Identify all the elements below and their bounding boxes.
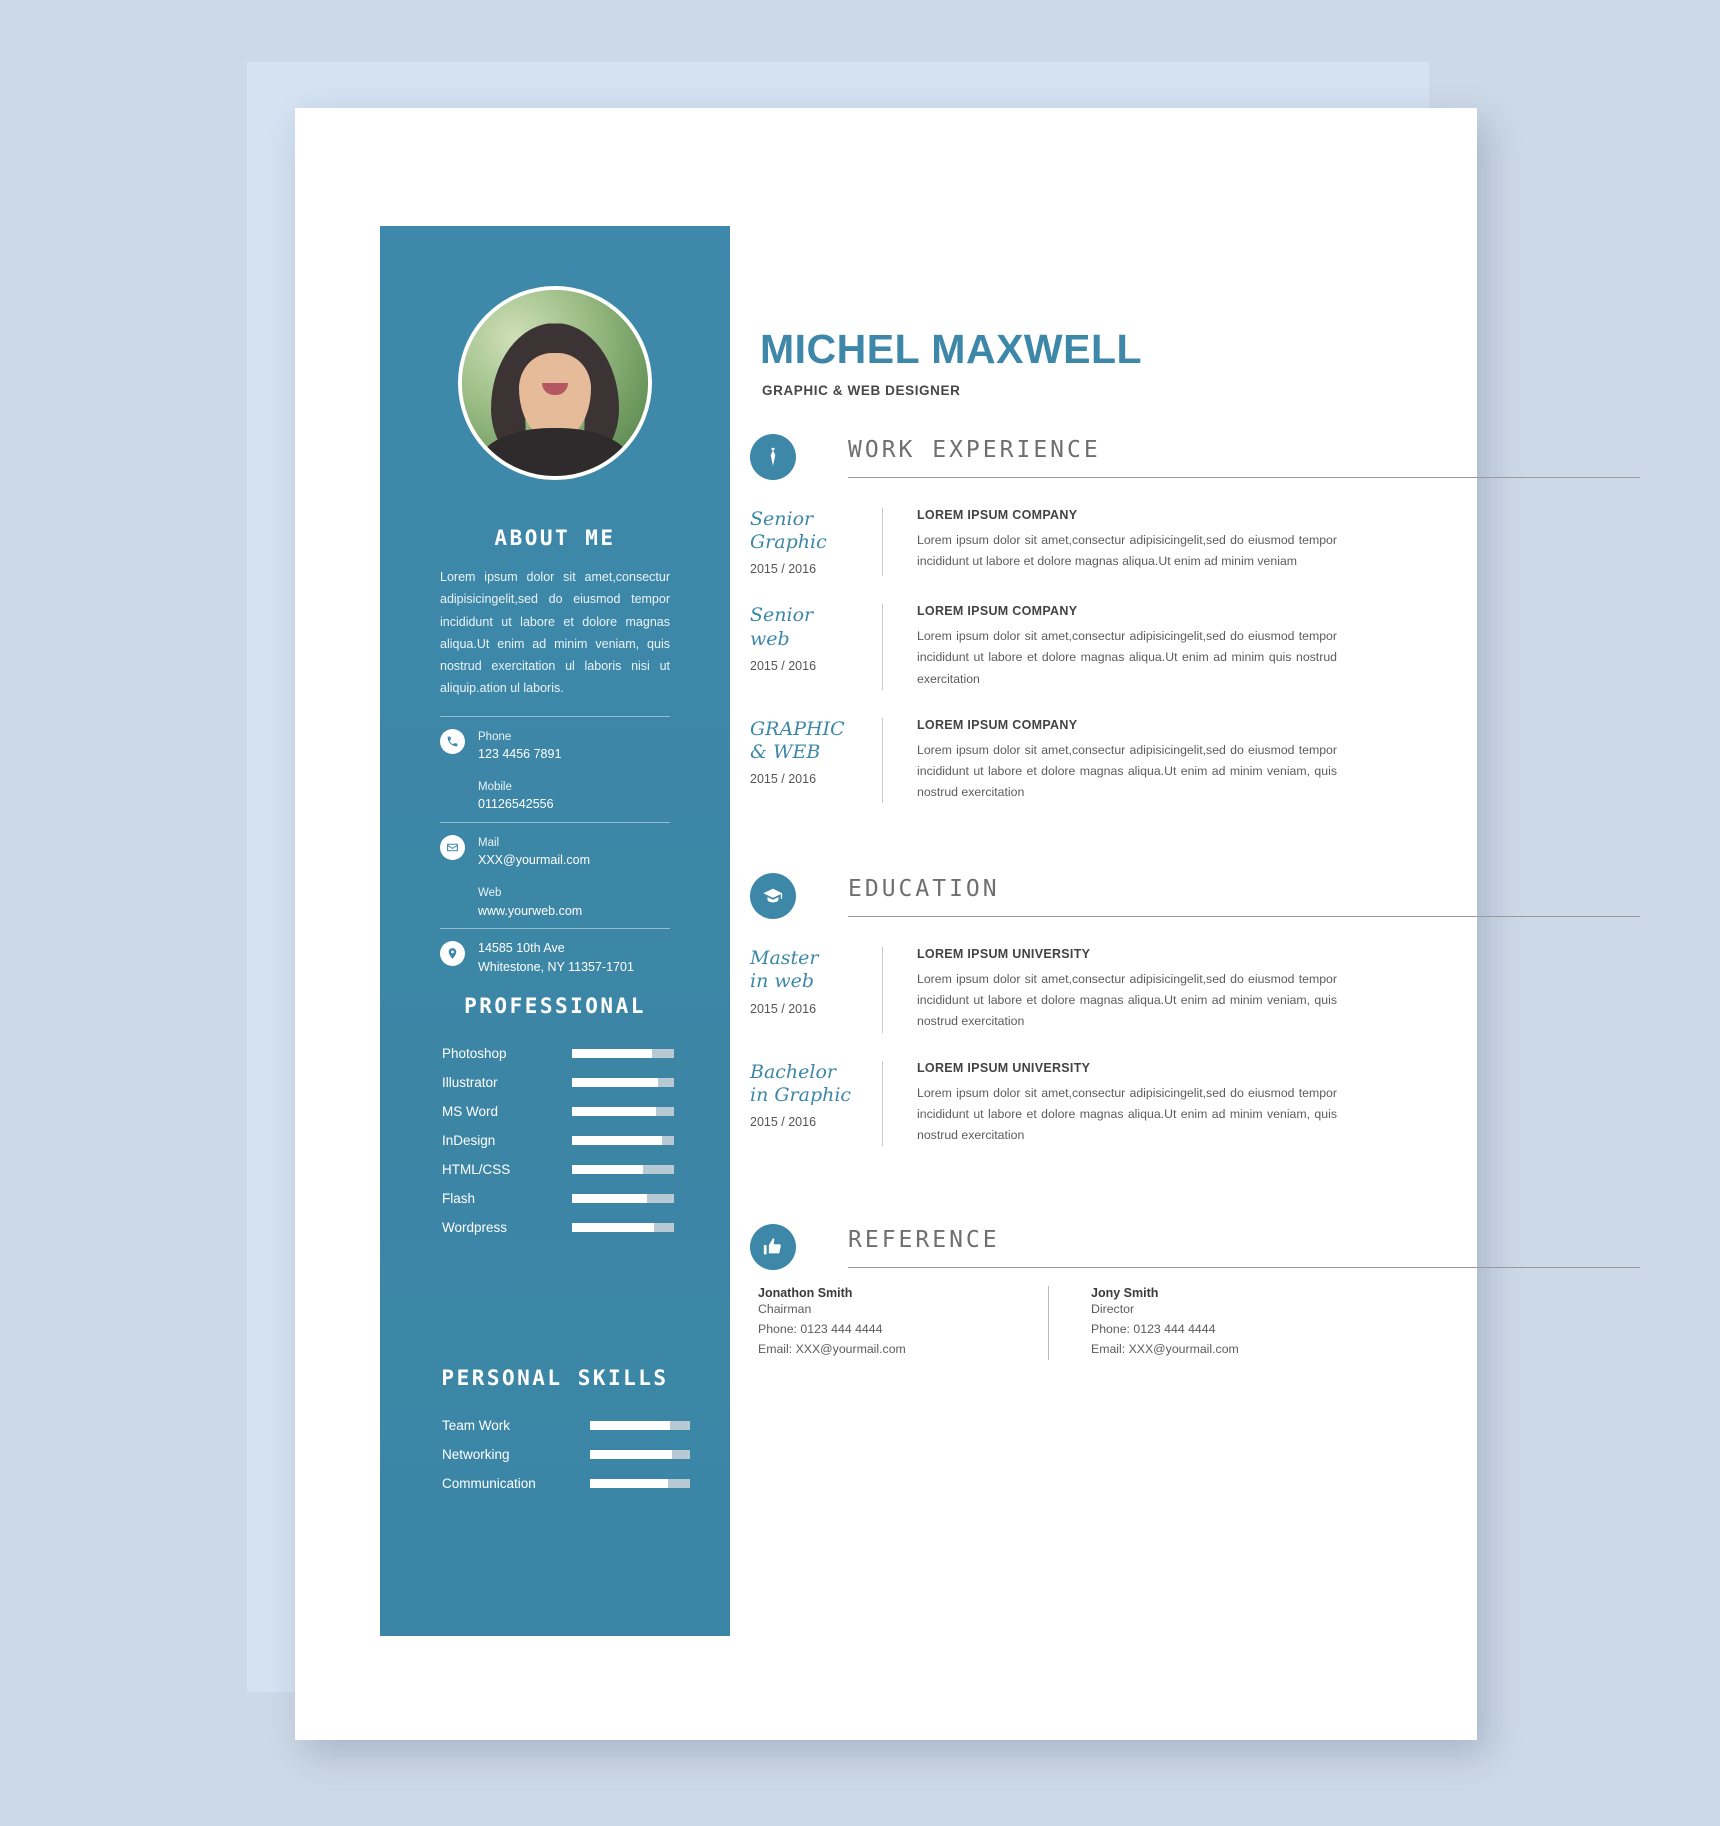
skill-bar-track — [572, 1078, 674, 1087]
location-icon — [440, 941, 465, 966]
timeline-entry — [750, 1061, 1640, 1146]
reference-phone: Phone: 0123 444 4444 — [1091, 1321, 1216, 1336]
contact-value-phone: 123 4456 7891 — [478, 747, 562, 762]
about-me-heading: ABOUT ME — [494, 526, 616, 550]
entry-left — [750, 604, 882, 689]
skill-name: Wordpress — [442, 1220, 508, 1235]
skill-name: Illustrator — [442, 1075, 498, 1090]
entry-date: 2015 / 2016 — [750, 658, 817, 673]
entry-description: Lorem ipsum dolor sit amet,consectur adipisicingelit,sed do eiusmod tempor incididunt ut labore et dolore magnas aliqua.Ut enim ad minim veniam, quis nostrud exercitation — [917, 972, 1337, 1029]
skill-row — [442, 1075, 674, 1090]
skill-row — [442, 1104, 674, 1119]
skill-bar-track — [572, 1107, 674, 1116]
section-title-wrap-reference — [848, 1227, 1640, 1268]
skill-row — [442, 1447, 690, 1462]
section-title-work: WORK EXPERIENCE — [848, 436, 1101, 463]
skill-bar-track — [572, 1223, 674, 1232]
personal-skills-heading: PERSONAL SKILLS — [441, 1366, 669, 1390]
timeline-entry — [750, 604, 1640, 689]
skill-name: HTML/CSS — [442, 1162, 511, 1177]
contact-label-web: Web — [478, 887, 502, 900]
skill-bar-track — [572, 1136, 674, 1145]
skill-bar-fill — [590, 1450, 672, 1459]
contact-value-mail: XXX@yourmail.com — [478, 853, 591, 868]
reference-grid — [750, 1286, 1640, 1360]
professional-skill-list — [442, 1046, 674, 1249]
entry-role: Bachelor in Graphic — [750, 1060, 852, 1106]
entry-separator — [882, 604, 883, 689]
skill-row — [442, 1133, 674, 1148]
contact-sub-web[interactable] — [440, 879, 670, 928]
skill-bar-fill — [572, 1107, 656, 1116]
contact-label-mobile: Mobile — [478, 781, 512, 794]
contact-sub-mobile[interactable] — [440, 773, 670, 822]
entry-role: Senior Graphic — [750, 508, 827, 554]
skill-row — [442, 1476, 690, 1491]
entry-right — [917, 604, 1640, 689]
skill-name: Communication — [442, 1476, 536, 1491]
entry-right — [917, 718, 1640, 803]
timeline-entry — [750, 947, 1640, 1032]
entry-separator — [882, 508, 883, 576]
entry-organization: LOREM IPSUM UNIVERSITY — [917, 947, 1091, 962]
about-me-text: Lorem ipsum dolor sit amet,consectur adipisicingelit,sed do eiusmod tempor incididunt ut labore et dolore magnas aliqua.Ut enim ad minim veniam, quis nostrud exercitation ul laboris nisi ut aliquip.ation ul laboris. — [440, 570, 670, 696]
section-header-work — [750, 434, 1640, 480]
resume-page — [295, 108, 1477, 1740]
entry-role: Master in web — [750, 947, 819, 993]
section-title-education: EDUCATION — [848, 875, 1000, 902]
skill-bar-fill — [572, 1223, 654, 1232]
contact-row-mail[interactable] — [440, 823, 670, 879]
thumbs-up-icon — [750, 1224, 796, 1270]
education-entry-list — [750, 947, 1640, 1146]
reference-person — [758, 1286, 1048, 1360]
entry-left — [750, 947, 882, 1032]
entry-date: 2015 / 2016 — [750, 1114, 817, 1129]
reference-phone: Phone: 0123 444 4444 — [758, 1321, 883, 1336]
entry-description: Lorem ipsum dolor sit amet,consectur adipisicingelit,sed do eiusmod tempor incididunt ut labore et dolore magnas aliqua.Ut enim ad minim quis nostrud exercitation — [917, 629, 1337, 686]
skill-bar-fill — [572, 1049, 652, 1058]
reference-divider — [1048, 1286, 1049, 1360]
skill-row — [442, 1220, 674, 1235]
contact-block — [440, 716, 670, 986]
skill-row — [442, 1162, 674, 1177]
skill-bar-track — [572, 1165, 674, 1174]
reference-person — [1091, 1286, 1381, 1360]
skill-bar-fill — [572, 1078, 658, 1087]
skill-name: MS Word — [442, 1104, 499, 1119]
skill-bar-fill — [572, 1194, 647, 1203]
entry-description: Lorem ipsum dolor sit amet,consectur adipisicingelit,sed do eiusmod tempor incididunt ut labore et dolore magnas aliqua.Ut enim ad minim veniam — [917, 533, 1337, 569]
contact-row-phone[interactable] — [440, 717, 670, 773]
skill-row — [442, 1418, 690, 1433]
skill-bar-fill — [590, 1479, 668, 1488]
entry-organization: LOREM IPSUM COMPANY — [917, 508, 1078, 522]
professional-heading: PROFESSIONAL — [464, 994, 646, 1018]
entry-right — [917, 508, 1640, 576]
timeline-entry — [750, 718, 1640, 803]
main-column — [750, 226, 1640, 1360]
timeline-entry — [750, 508, 1640, 576]
entry-separator — [882, 718, 883, 803]
entry-separator — [882, 947, 883, 1032]
phone-icon — [440, 729, 465, 754]
work-entry-list — [750, 508, 1640, 803]
entry-date: 2015 / 2016 — [750, 562, 817, 577]
personal-skill-list — [442, 1418, 690, 1505]
section-title-wrap-work — [848, 437, 1640, 478]
section-header-education — [750, 873, 1640, 919]
contact-row-address[interactable] — [440, 929, 670, 986]
entry-organization: LOREM IPSUM COMPANY — [917, 717, 1078, 732]
skill-bar-track — [572, 1049, 674, 1058]
entry-organization: LOREM IPSUM COMPANY — [917, 604, 1078, 619]
skill-bar-track — [590, 1450, 690, 1459]
contact-value-web: www.yourweb.com — [478, 903, 583, 918]
mail-icon — [440, 835, 465, 860]
entry-separator — [882, 1061, 883, 1146]
skill-bar-fill — [572, 1136, 662, 1145]
entry-description: Lorem ipsum dolor sit amet,consectur adipisicingelit,sed do eiusmod tempor incididunt ut labore et dolore magnas aliqua.Ut enim ad minim veniam, quis nostrud exercitation — [917, 742, 1337, 800]
section-header-reference — [750, 1224, 1640, 1270]
entry-role: GRAPHIC & WEB — [750, 717, 845, 763]
graduation-cap-icon — [750, 873, 796, 919]
entry-date: 2015 / 2016 — [750, 1001, 817, 1016]
skill-name: InDesign — [442, 1133, 496, 1148]
reference-email: Email: XXX@yourmail.com — [758, 1341, 906, 1356]
skill-bar-track — [590, 1421, 690, 1430]
entry-left — [750, 508, 882, 576]
contact-value-street: 14585 10th Ave — [478, 941, 565, 956]
skill-name: Photoshop — [442, 1046, 507, 1061]
skill-name: Flash — [442, 1191, 476, 1206]
contact-value-city: Whitestone, NY 11357-1701 — [478, 960, 634, 975]
contact-label-phone: Phone — [478, 731, 512, 743]
reference-email: Email: XXX@yourmail.com — [1091, 1341, 1239, 1356]
reference-name: Jonathon Smith — [758, 1286, 853, 1301]
contact-label-mail: Mail — [478, 837, 500, 850]
job-title: GRAPHIC & WEB DESIGNER — [762, 383, 961, 398]
section-title-wrap-education — [848, 876, 1640, 917]
skill-bar-fill — [572, 1165, 643, 1174]
entry-left — [750, 718, 882, 803]
entry-description: Lorem ipsum dolor sit amet,consectur adipisicingelit,sed do eiusmod tempor incididunt ut labore et dolore magnas aliqua.Ut enim ad minim veniam, quis nostrud exercitation — [917, 1085, 1337, 1142]
section-title-reference: REFERENCE — [848, 1226, 1000, 1253]
skill-bar-fill — [590, 1421, 670, 1430]
skill-bar-track — [572, 1194, 674, 1203]
sidebar — [380, 226, 730, 1636]
avatar — [458, 286, 652, 480]
reference-role: Director — [1091, 1302, 1135, 1317]
entry-right — [917, 1061, 1640, 1146]
entry-role: Senior web — [750, 604, 814, 650]
skill-name: Team Work — [442, 1418, 511, 1433]
entry-right — [917, 947, 1640, 1032]
tie-icon — [750, 434, 796, 480]
skill-row — [442, 1191, 674, 1206]
entry-organization: LOREM IPSUM UNIVERSITY — [917, 1060, 1091, 1075]
reference-name: Jony Smith — [1091, 1286, 1159, 1301]
entry-left — [750, 1061, 882, 1146]
reference-role: Chairman — [758, 1302, 812, 1317]
skill-bar-track — [590, 1479, 690, 1488]
entry-date: 2015 / 2016 — [750, 772, 817, 787]
skill-row — [442, 1046, 674, 1061]
page-title: MICHEL MAXWELL — [760, 326, 1143, 372]
skill-name: Networking — [442, 1447, 510, 1462]
contact-value-mobile: 01126542556 — [478, 797, 554, 812]
